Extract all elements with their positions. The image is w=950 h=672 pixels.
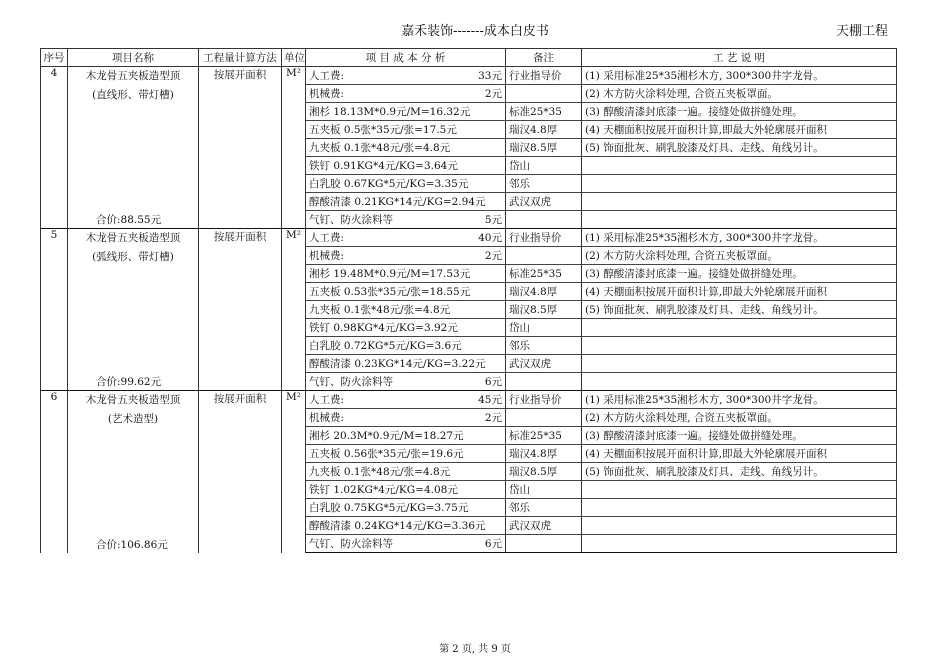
cost-value: 6元 [484,376,502,388]
cost-analysis-cell [306,103,506,121]
section-subtitle: 天棚工程 [835,24,888,39]
cost-note: 瑞汉4.8厚 [506,445,582,463]
process-description [582,535,897,553]
item-calc-method: 按展开面积 [199,229,282,391]
cost-label: 人工费: [309,232,345,244]
cost-label: 九夹板 0.1张*48元/张=4.8元 [309,304,451,316]
process-description [582,337,897,355]
cost-label: 五夹板 0.53张*35元/张=18.55元 [309,286,471,298]
item-seq: 4 [41,67,68,229]
cost-label: 机械费: [309,88,345,100]
process-description: (5) 饰面批灰、刷乳胶漆及灯具、走线、角线另计。 [582,463,897,481]
cost-analysis-cell [306,85,506,103]
cost-note: 行业指导价 [506,67,582,85]
cost-label: 九夹板 0.1张*48元/张=4.8元 [309,142,451,154]
col-header-cost: 项 目 成 本 分 析 [306,49,506,67]
cost-analysis-cell [306,301,506,319]
process-description: (1) 采用标准25*35湘杉木方, 300*300井字龙骨。 [582,391,897,409]
process-description [582,481,897,499]
process-description: (3) 醇酸清漆封底漆一遍。接缝处做拼缝处理。 [582,103,897,121]
cost-analysis-cell [306,445,506,463]
cost-value: 40元 [478,232,502,244]
page-footer: 第 2 页, 共 9 页 [439,644,511,655]
cost-analysis-cell [306,463,506,481]
cost-note: 行业指导价 [506,229,582,247]
cost-label: 醇酸清漆 0.21KG*14元/KG=2.94元 [309,196,486,208]
cost-note [506,247,582,265]
cost-label: 醇酸清漆 0.23KG*14元/KG=3.22元 [309,358,486,370]
process-description [582,499,897,517]
cost-label: 湘杉 19.48M*0.9元/M=17.53元 [309,268,471,280]
col-header-seq: 序号 [41,49,68,67]
item-name-line: (直线形、带灯槽) [92,89,174,101]
item-name-line: 木龙骨五夹板造型顶 [85,232,181,244]
document-title: 嘉禾装饰-------成本白皮书 [401,24,549,39]
cost-analysis-cell [306,211,506,229]
process-description: (3) 醇酸清漆封底漆一遍。接缝处做拼缝处理。 [582,265,897,283]
cost-note [506,409,582,427]
table-header-row [41,49,897,67]
cost-note: 邻乐 [506,499,582,517]
cost-label: 白乳胶 0.75KG*5元/KG=3.75元 [309,502,469,514]
cost-value: 5元 [484,214,502,226]
cost-value: 2元 [484,88,502,100]
cost-analysis-cell [306,67,506,85]
process-description: (3) 醇酸清漆封底漆一遍。接缝处做拼缝处理。 [582,427,897,445]
cost-note [506,85,582,103]
cost-analysis-cell [306,157,506,175]
cost-analysis-cell [306,427,506,445]
cost-label: 铁钉 0.98KG*4元/KG=3.92元 [309,322,458,334]
item-name-line: (弧线形、带灯槽) [92,251,174,263]
process-description [582,157,897,175]
cost-analysis-cell [306,481,506,499]
cost-analysis-cell [306,265,506,283]
cost-analysis-cell [306,193,506,211]
process-description [582,355,897,373]
cost-label: 人工费: [309,70,345,82]
item-name-line: (艺术造型) [107,413,159,425]
item-unit: M² [282,391,306,553]
cost-note: 瑞汉4.8厚 [506,121,582,139]
cost-note: 行业指导价 [506,391,582,409]
cost-label: 机械费: [309,412,345,424]
cost-label: 气钉、防火涂料等 [309,376,393,388]
cost-analysis-cell [306,535,506,553]
item-seq: 5 [41,229,68,391]
item-name-cell [68,67,199,229]
cost-label: 机械费: [309,250,345,262]
process-description: (1) 采用标准25*35湘杉木方, 300*300井字龙骨。 [582,67,897,85]
process-description: (4) 天棚面积按展开面积计算,即最大外轮廓展开面积 [582,121,897,139]
cost-note: 武汉双虎 [506,193,582,211]
col-header-unit: 单位 [282,49,306,67]
cost-note: 邻乐 [506,175,582,193]
item-name-cell [68,229,199,391]
item-name-cell [68,391,199,553]
process-description: (2) 木方防火涂料处理, 合资五夹板罩面。 [582,409,897,427]
cost-note: 岱山 [506,481,582,499]
process-description: (5) 饰面批灰、刷乳胶漆及灯具、走线、角线另计。 [582,139,897,157]
process-description: (2) 木方防火涂料处理, 合资五夹板罩面。 [582,247,897,265]
cost-analysis-cell [306,337,506,355]
cost-table [40,48,897,553]
cost-note: 标准25*35 [506,265,582,283]
cost-analysis-cell [306,373,506,391]
cost-label: 铁钉 0.91KG*4元/KG=3.64元 [309,160,458,172]
cost-analysis-cell [306,355,506,373]
cost-label: 白乳胶 0.67KG*5元/KG=3.35元 [309,178,469,190]
cost-note [506,211,582,229]
cost-note: 瑞汉8.5厚 [506,301,582,319]
cost-analysis-cell [306,175,506,193]
table-row [41,229,897,247]
cost-note [506,373,582,391]
cost-analysis-cell [306,409,506,427]
cost-note [506,535,582,553]
process-description [582,175,897,193]
cost-note: 邻乐 [506,337,582,355]
cost-label: 气钉、防火涂料等 [309,214,393,226]
cost-note: 武汉双虎 [506,355,582,373]
col-header-method: 工程量计算方法 [199,49,282,67]
process-description [582,373,897,391]
item-seq: 6 [41,391,68,553]
cost-note: 岱山 [506,157,582,175]
cost-value: 6元 [484,538,502,550]
item-calc-method: 按展开面积 [199,391,282,553]
process-description: (4) 天棚面积按展开面积计算,即最大外轮廓展开面积 [582,283,897,301]
table-row [41,67,897,85]
cost-note: 武汉双虎 [506,517,582,535]
process-description: (5) 饰面批灰、刷乳胶漆及灯具、走线、角线另计。 [582,301,897,319]
cost-label: 五夹板 0.56张*35元/张=19.6元 [309,448,464,460]
cost-label: 铁钉 1.02KG*4元/KG=4.08元 [309,484,458,496]
item-unit: M² [282,67,306,229]
cost-label: 五夹板 0.5张*35元/张=17.5元 [309,124,457,136]
cost-label: 人工费: [309,394,345,406]
cost-note: 岱山 [506,319,582,337]
cost-analysis-cell [306,499,506,517]
col-header-process: 工 艺 说 明 [582,49,897,67]
cost-analysis-cell [306,391,506,409]
process-description: (2) 木方防火涂料处理, 合资五夹板罩面。 [582,85,897,103]
cost-label: 湘杉 20.3M*0.9元/M=18.27元 [309,430,464,442]
cost-note: 瑞汉8.5厚 [506,139,582,157]
cost-label: 醇酸清漆 0.24KG*14元/KG=3.36元 [309,520,486,532]
cost-note: 标准25*35 [506,103,582,121]
process-description [582,517,897,535]
process-description: (4) 天棚面积按展开面积计算,即最大外轮廓展开面积 [582,445,897,463]
item-unit: M² [282,229,306,391]
process-description [582,319,897,337]
cost-analysis-cell [306,319,506,337]
cost-analysis-cell [306,283,506,301]
cost-value: 2元 [484,250,502,262]
cost-value: 2元 [484,412,502,424]
cost-note: 标准25*35 [506,427,582,445]
col-header-note: 备注 [506,49,582,67]
cost-analysis-cell [306,229,506,247]
table-body [41,67,897,553]
cost-note: 瑞汉8.5厚 [506,463,582,481]
process-description [582,211,897,229]
cost-note: 瑞汉4.8厚 [506,283,582,301]
item-name-line: 木龙骨五夹板造型顶 [85,394,181,406]
cost-value: 45元 [478,394,502,406]
item-total-price: 合价:88.55元 [96,214,162,226]
process-description [582,193,897,211]
cost-sheet [40,48,896,553]
col-header-name: 项目名称 [68,49,199,67]
item-calc-method: 按展开面积 [199,67,282,229]
cost-value: 33元 [478,70,502,82]
item-total-price: 合价:99.62元 [96,376,162,388]
cost-label: 九夹板 0.1张*48元/张=4.8元 [309,466,451,478]
cost-analysis-cell [306,247,506,265]
cost-analysis-cell [306,139,506,157]
cost-label: 气钉、防火涂料等 [309,538,393,550]
cost-analysis-cell [306,121,506,139]
process-description: (1) 采用标准25*35湘杉木方, 300*300井字龙骨。 [582,229,897,247]
cost-label: 湘杉 18.13M*0.9元/M=16.32元 [309,106,471,118]
table-row [41,391,897,409]
item-name-line: 木龙骨五夹板造型顶 [85,70,181,82]
item-total-price: 合价:106.86元 [96,538,168,551]
cost-analysis-cell [306,517,506,535]
cost-label: 白乳胶 0.72KG*5元/KG=3.6元 [309,340,462,352]
